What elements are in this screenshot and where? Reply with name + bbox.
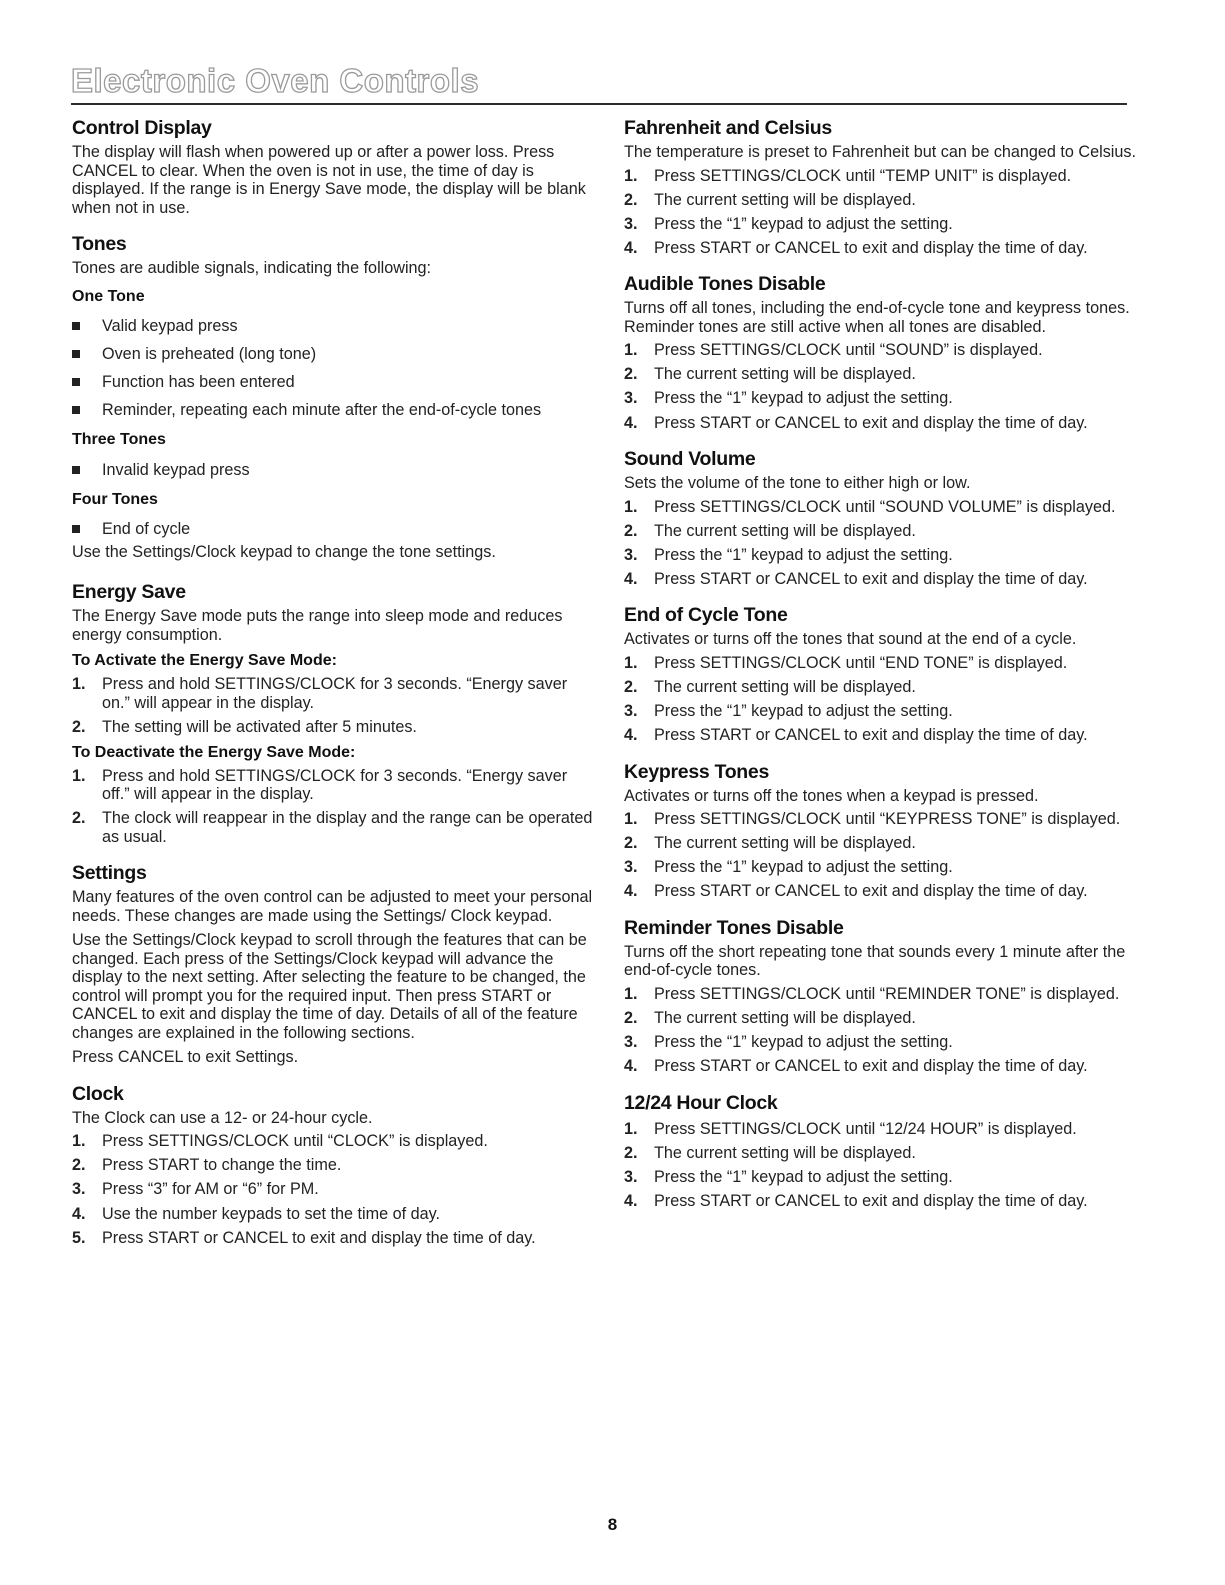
list-item: 4. Use the number keypads to set the time of day. <box>72 1204 441 1223</box>
list-item: 4. Press START or CANCEL to exit and display the time of day. <box>624 413 1088 432</box>
list-item: 3. Press “3” for AM or “6” for PM. <box>72 1180 319 1199</box>
section-body: The Clock can use a 12- or 24-hour cycle. <box>72 1108 373 1127</box>
section-clock <box>72 1082 597 1247</box>
list-item: 1. Press SETTINGS/CLOCK until “SOUND VOLUME” is displayed. <box>624 497 1116 516</box>
section-heading: Sound Volume <box>624 448 756 471</box>
bullet-list <box>72 461 597 480</box>
section-heading: Audible Tones Disable <box>624 273 826 296</box>
section-heading: Reminder Tones Disable <box>624 916 844 939</box>
list-item: 1. Press SETTINGS/CLOCK until “CLOCK” is displayed. <box>72 1132 488 1151</box>
section-heading: Fahrenheit and Celsius <box>624 117 832 139</box>
section-body: Press CANCEL to exit Settings. <box>72 1048 299 1067</box>
list-item: 2. The setting will be activated after 5 minutes. <box>72 717 417 736</box>
list-item: 4. Press START or CANCEL to exit and display the time of day. <box>624 569 1088 588</box>
list-item: Reminder, repeating each minute after the end-of-cycle tones <box>72 401 597 420</box>
bullet-list <box>72 317 597 420</box>
section-settings <box>72 861 597 1067</box>
right-column <box>624 116 1144 1225</box>
section-sound-volume <box>624 447 1144 588</box>
list-item: 4. Press START or CANCEL to exit and display the time of day. <box>624 1057 1088 1076</box>
list-item: 2. The current setting will be displayed. <box>624 190 916 209</box>
bullet-list <box>72 520 597 539</box>
list-item: 1. Press SETTINGS/CLOCK until “END TONE” is displayed. <box>624 653 1068 672</box>
list-item: 2. The current setting will be displayed. <box>624 1009 916 1027</box>
bullet-square-icon <box>72 525 80 533</box>
list-item: Invalid keypad press <box>72 461 597 480</box>
list-item: 4. Press START or CANCEL to exit and display the time of day. <box>624 882 1088 901</box>
section-body: The display will flash when powered up or after a power loss. Press CANCEL to clear. When the oven is not in use, the time of day is displayed. If the range is in Energy Save mode, the display will be blank when not in use. <box>72 143 586 217</box>
section-keypress-tones <box>624 760 1144 901</box>
subheading-deactivate: To Deactivate the Energy Save Mode: <box>72 743 356 761</box>
section-body: Activates or turns off the tones when a keypad is pressed. <box>624 786 1039 805</box>
bullet-square-icon <box>72 322 80 330</box>
step-list <box>624 341 1144 432</box>
section-tones <box>72 232 597 561</box>
step-list <box>72 767 597 847</box>
list-item: 1. Press SETTINGS/CLOCK until “12/24 HOUR” is displayed. <box>624 1119 1077 1138</box>
list-item: 1. Press and hold SETTINGS/CLOCK for 3 seconds. “Energy saver off.” will appear in the display. <box>72 766 568 804</box>
subheading-three-tones: Three Tones <box>72 431 166 448</box>
section-body: Sets the volume of the tone to either high or low. <box>624 474 971 493</box>
step-list <box>624 498 1144 589</box>
section-heading: Control Display <box>72 117 212 139</box>
section-body: Use the Settings/Clock keypad to change the tone settings. <box>72 542 496 561</box>
section-heading: End of Cycle Tone <box>624 604 788 627</box>
section-heading: 12/24 Hour Clock <box>624 1091 778 1114</box>
left-column <box>72 116 597 1262</box>
section-body: Many features of the oven control can be adjusted to meet your personal needs. These changes are made using the Settings/ Clock keypad. <box>72 888 593 925</box>
section-body: The temperature is preset to Fahrenheit but can be changed to Celsius. <box>624 143 1137 161</box>
list-item: End of cycle <box>72 520 597 539</box>
step-list <box>72 675 597 736</box>
list-item: 4. Press START or CANCEL to exit and display the time of day. <box>624 238 1088 257</box>
list-item: 2. The current setting will be displayed. <box>624 677 916 696</box>
list-item: 2. The current setting will be displayed. <box>624 1143 916 1162</box>
list-item: 2. The current setting will be displayed. <box>624 834 916 853</box>
section-audible-tones-disable <box>624 272 1144 432</box>
list-item: 5. Press START or CANCEL to exit and display the time of day. <box>72 1228 536 1247</box>
bullet-square-icon <box>72 406 80 414</box>
section-heading: Keypress Tones <box>624 760 770 783</box>
section-heading: Clock <box>72 1082 124 1105</box>
step-list <box>624 1120 1144 1211</box>
list-item: 3. Press the “1” keypad to adjust the setting. <box>624 858 953 877</box>
page-number: 8 <box>607 1515 618 1534</box>
section-12-24-hour-clock <box>624 1091 1144 1211</box>
section-body: Activates or turns off the tones that sound at the end of a cycle. <box>624 630 1077 649</box>
section-heading: Energy Save <box>72 581 186 603</box>
list-item: 3. Press the “1” keypad to adjust the setting. <box>624 1033 953 1052</box>
list-item: 3. Press the “1” keypad to adjust the setting. <box>624 545 953 564</box>
list-item: 2. The current setting will be displayed. <box>624 365 916 384</box>
section-body: Tones are audible signals, indicating the following: <box>72 259 432 277</box>
step-list <box>624 654 1144 745</box>
list-item: 2. The clock will reappear in the display and the range can be operated as usual. <box>72 809 593 846</box>
section-energy-save <box>72 580 597 846</box>
list-item: 3. Press the “1” keypad to adjust the setting. <box>624 702 953 721</box>
bullet-square-icon <box>72 378 80 386</box>
list-item: 1. Press SETTINGS/CLOCK until “KEYPRESS TONE” is displayed. <box>624 810 1121 829</box>
list-item: 3. Press the “1” keypad to adjust the setting. <box>624 389 953 408</box>
list-item: Valid keypad press <box>72 317 597 336</box>
section-fahrenheit-celsius <box>624 116 1144 257</box>
list-item: Oven is preheated (long tone) <box>72 345 597 364</box>
section-body: Turns off the short repeating tone that sounds every 1 minute after the end-of-cycle tones. <box>624 942 1126 980</box>
section-heading: Settings <box>72 862 147 885</box>
page-title: Electronic Oven Controls <box>71 62 480 99</box>
step-list <box>624 167 1144 258</box>
section-body: Turns off all tones, including the end-of-cycle tone and keypress tones. Reminder tones are still active when all tones are disabled. <box>624 299 1130 336</box>
list-item: 1. Press and hold SETTINGS/CLOCK for 3 seconds. “Energy saver on.” will appear in the display. <box>72 675 568 712</box>
list-item: 2. Press START to change the time. <box>72 1156 342 1175</box>
section-reminder-tones-disable <box>624 916 1144 1076</box>
list-item: 3. Press the “1” keypad to adjust the setting. <box>624 1167 953 1186</box>
title-divider <box>71 103 1127 105</box>
list-item: 3. Press the “1” keypad to adjust the setting. <box>624 214 953 233</box>
section-control-display <box>72 116 597 217</box>
section-body: Use the Settings/Clock keypad to scroll through the features that can be changed. Each press of the Settings/Clock keypad will advance the display to the next setting. After selecting the feature to be changed, the control will prompt you for the required input. Then press START or CANCEL to exit and display the time of day. Details of all of the feature changes are explained in the following sections. <box>72 931 587 1042</box>
section-end-of-cycle-tone <box>624 603 1144 744</box>
list-item: 2. The current setting will be displayed. <box>624 521 916 540</box>
subheading-activate: To Activate the Energy Save Mode: <box>72 652 337 669</box>
list-item: 4. Press START or CANCEL to exit and display the time of day. <box>624 726 1088 745</box>
subheading-four-tones: Four Tones <box>72 490 158 508</box>
list-item: 1. Press SETTINGS/CLOCK until “REMINDER TONE” is displayed. <box>624 984 1120 1003</box>
step-list <box>72 1132 597 1247</box>
list-item: 1. Press SETTINGS/CLOCK until “SOUND” is displayed. <box>624 341 1043 360</box>
bullet-square-icon <box>72 466 80 474</box>
list-item: 1. Press SETTINGS/CLOCK until “TEMP UNIT” is displayed. <box>624 166 1072 185</box>
section-body: The Energy Save mode puts the range into sleep mode and reduces energy consumption. <box>72 607 563 644</box>
bullet-square-icon <box>72 350 80 358</box>
subheading-one-tone: One Tone <box>72 287 145 305</box>
step-list <box>624 985 1144 1076</box>
list-item: Function has been entered <box>72 373 597 392</box>
section-heading: Tones <box>72 233 127 255</box>
list-item: 4. Press START or CANCEL to exit and display the time of day. <box>624 1191 1088 1210</box>
step-list <box>624 810 1144 901</box>
